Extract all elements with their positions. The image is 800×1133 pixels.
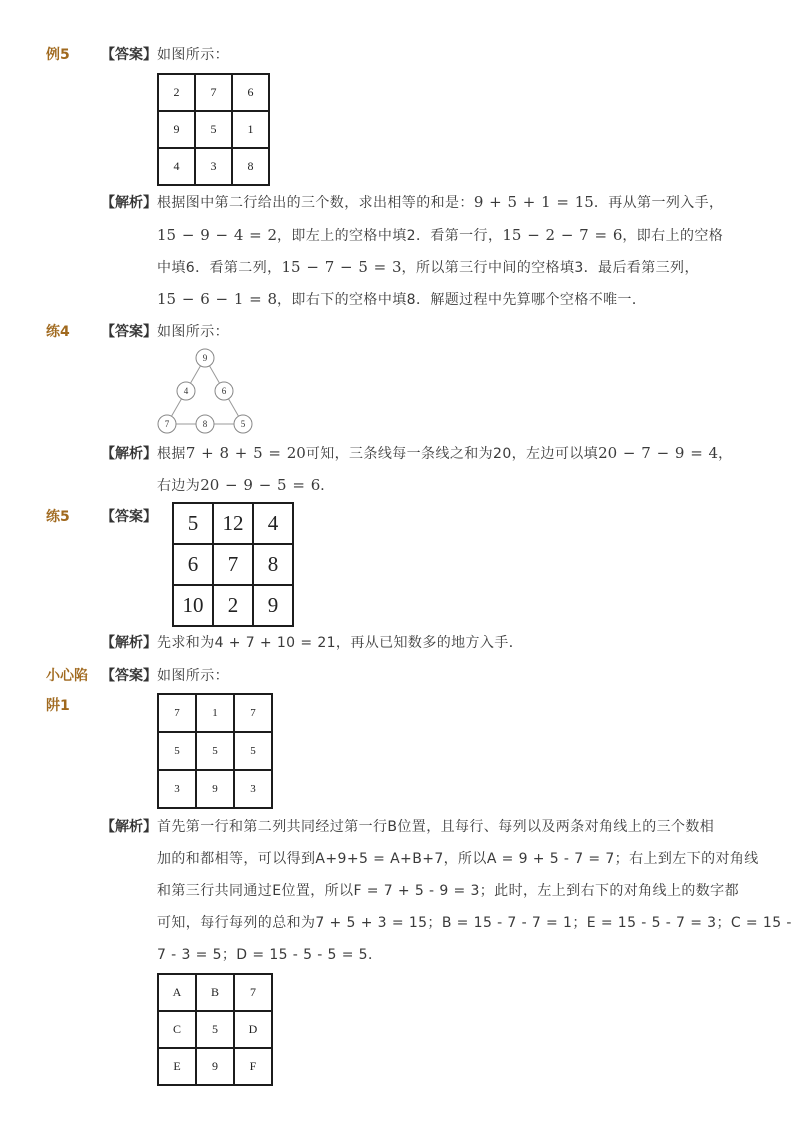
analysis-text: ，即左上的空格中填2．看第一行，: [277, 228, 503, 244]
section-label-continued: 阱1: [46, 698, 70, 714]
analysis-line: [157, 256, 699, 278]
grid-cell: 1: [196, 694, 234, 732]
grid-cell: 7: [213, 544, 253, 585]
analysis-line: [157, 288, 646, 310]
node-value-left-mid: 4: [183, 386, 189, 396]
grid-cell: 7: [158, 694, 196, 732]
grid-cell: A: [158, 974, 196, 1011]
grid-cell: 9: [158, 111, 195, 148]
answer-tag: 【答案】: [101, 668, 157, 684]
section-label: 例5: [46, 47, 70, 63]
grid-cell: E: [158, 1048, 196, 1085]
grid-cell: 9: [196, 770, 234, 808]
answer-line: [101, 506, 157, 528]
section-label: 练5: [46, 509, 70, 525]
grid-cell: 5: [195, 111, 232, 148]
node-value-right-mid: 6: [221, 386, 227, 396]
analysis-line: [157, 880, 739, 902]
magic-square-grid: [157, 693, 273, 809]
grid-cell: 1: [232, 111, 269, 148]
grid-cell: 8: [232, 148, 269, 185]
grid-cell: 2: [213, 585, 253, 626]
grid-cell: 5: [196, 1011, 234, 1048]
analysis-tag: 【解析】: [101, 195, 157, 211]
answer-tag: 【答案】: [101, 509, 157, 525]
answer-line: [101, 321, 229, 343]
equation: 15 − 2 − 7 = 6: [502, 226, 623, 244]
node-value-bottom-right: 5: [240, 419, 246, 429]
analysis-text: ，即右下的空格中填8．解题过程中先算哪个空格不唯一．: [277, 292, 647, 308]
grid-cell: F: [234, 1048, 272, 1085]
grid-cell: 6: [173, 544, 213, 585]
analysis-line: [157, 912, 792, 934]
grid-cell: 6: [232, 74, 269, 111]
equation: 9 + 5 + 1 = 15: [473, 193, 594, 211]
analysis-line: [101, 632, 523, 654]
analysis-text: ．: [320, 478, 335, 494]
analysis-line: [101, 442, 733, 464]
analysis-text: 首先第一行和第二列共同经过第一行B位置，且每行、每列以及两条对角线上的三个数相: [157, 819, 715, 835]
grid-cell: 2: [158, 74, 195, 111]
grid-cell: 3: [158, 770, 196, 808]
grid-cell: 7: [234, 974, 272, 1011]
analysis-text: 加的和都相等，可以得到A+9+5 = A+B+7，所以A = 9 + 5 - 7 = 7；右上到左下的对角线: [157, 851, 759, 867]
answer-line: [101, 44, 229, 66]
grid-cell: 5: [234, 732, 272, 770]
analysis-tag: 【解析】: [101, 819, 157, 835]
analysis-text: 7 - 3 = 5；D = 15 - 5 - 5 = 5．: [157, 947, 383, 963]
equation: 15 − 9 − 4 = 2: [157, 226, 278, 244]
node-value-bottom-left: 7: [164, 419, 170, 429]
analysis-tag: 【解析】: [101, 635, 157, 651]
answer-line: [101, 665, 229, 687]
analysis-line: [157, 944, 382, 966]
equation: 20 − 7 − 9 = 4: [598, 444, 719, 462]
equation: 20 − 9 − 5 = 6: [200, 476, 321, 494]
equation: 15 − 6 − 1 = 8: [157, 290, 278, 308]
grid-cell: 8: [253, 544, 293, 585]
analysis-text: 根据图中第二行给出的三个数，求出相等的和是：: [157, 195, 474, 211]
magic-square-grid: [172, 502, 294, 627]
analysis-text: 和第三行共同通过E位置，所以F = 7 + 5 - 9 = 3；此时，左上到右下的对角线上的数字都: [157, 883, 739, 899]
equation: 15 − 7 − 5 = 3: [281, 258, 402, 276]
section-label: 练4: [46, 324, 70, 340]
node-value-bottom-mid: 8: [202, 419, 208, 429]
grid-cell: 10: [173, 585, 213, 626]
answer-text: 如图所示：: [157, 324, 229, 340]
number-triangle-diagram: [150, 342, 260, 438]
grid-cell: C: [158, 1011, 196, 1048]
grid-cell: 4: [253, 503, 293, 544]
answer-tag: 【答案】: [101, 47, 157, 63]
analysis-text: 中填6．看第二列，: [157, 260, 282, 276]
analysis-text: 先求和为4 + 7 + 10 = 21，再从已知数多的地方入手．: [157, 635, 524, 651]
analysis-text: ，即右上的空格: [622, 228, 724, 244]
grid-cell: 7: [234, 694, 272, 732]
answer-tag: 【答案】: [101, 324, 157, 340]
analysis-text: 右边为: [157, 478, 201, 494]
analysis-text: ，: [718, 446, 733, 462]
letter-position-grid: [157, 973, 273, 1086]
analysis-line: [157, 848, 759, 870]
analysis-text: 可知，三条线每一条线之和为20，左边可以填: [305, 446, 599, 462]
grid-cell: D: [234, 1011, 272, 1048]
grid-cell: 5: [173, 503, 213, 544]
analysis-text: 根据: [157, 446, 186, 462]
grid-cell: 9: [253, 585, 293, 626]
answer-text: 如图所示：: [157, 47, 229, 63]
analysis-line: [101, 191, 723, 213]
analysis-line: [157, 474, 335, 496]
analysis-line: [101, 816, 714, 838]
answer-text: 如图所示：: [157, 668, 229, 684]
grid-cell: 3: [195, 148, 232, 185]
analysis-text: ．再从第一列入手，: [593, 195, 724, 211]
grid-cell: B: [196, 974, 234, 1011]
grid-cell: 7: [195, 74, 232, 111]
analysis-line: [157, 224, 723, 246]
node-value-top: 9: [202, 353, 208, 363]
analysis-text: ，所以第三行中间的空格填3．最后看第三列，: [401, 260, 699, 276]
equation: 7 + 8 + 5 = 20: [185, 444, 306, 462]
analysis-text: 可知，每行每列的总和为7 + 5 + 3 = 15；B = 15 - 7 - 7 = 1；E = 15 - 5 - 7 = 3；C = 15 -: [157, 915, 792, 931]
section-label: 小心陷: [46, 668, 88, 684]
grid-cell: 12: [213, 503, 253, 544]
grid-cell: 9: [196, 1048, 234, 1085]
magic-square-grid: [157, 73, 270, 186]
grid-cell: 5: [158, 732, 196, 770]
grid-cell: 3: [234, 770, 272, 808]
grid-cell: 5: [196, 732, 234, 770]
analysis-tag: 【解析】: [101, 446, 157, 462]
grid-cell: 4: [158, 148, 195, 185]
